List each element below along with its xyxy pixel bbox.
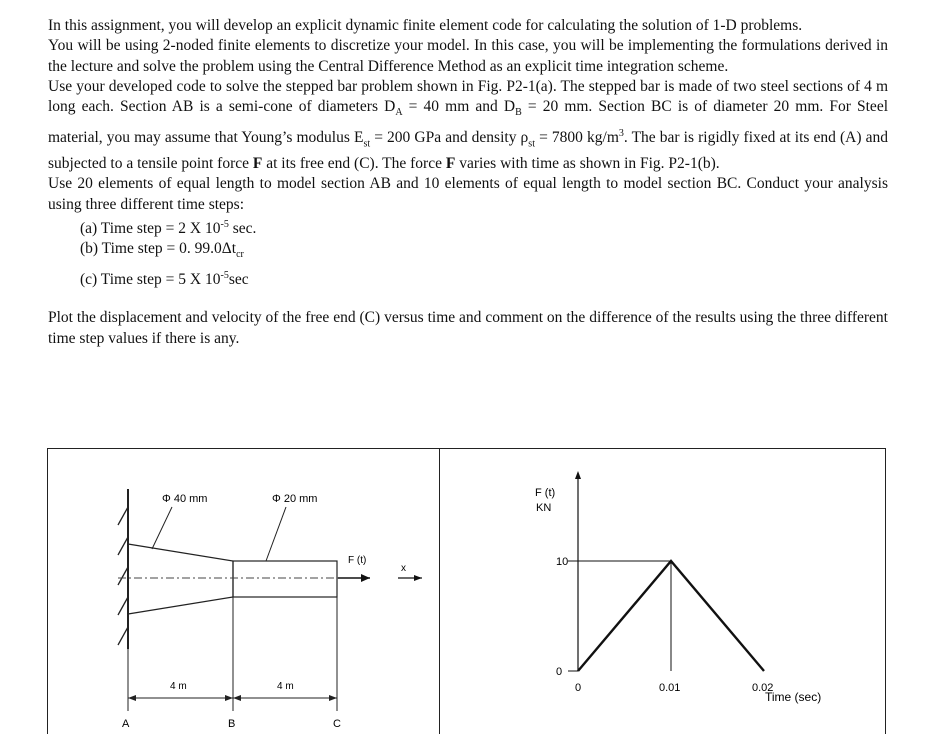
y-tick-label: 10 [556,556,569,568]
paragraph-intro: In this assignment, you will develop an explicit dynamic finite element code for calculating the solution of 1-D problems. [48,17,803,34]
diameter-40-label: Φ 40 mm [162,493,208,505]
x-axis-label: x [401,563,406,574]
y-tick-label: 0 [556,666,563,678]
force-arrow [361,574,370,582]
section-bc [233,561,337,597]
paragraph-elements: You will be using 2-noded finite elements to discretize your model. In this case, you will be implementing the formulations derived in the lecture and solve the problem using the Central Difference Method as an explicit time integration scheme. [48,37,888,75]
x-tick-label: 0.02 [752,682,774,694]
stepped-bar-figure [47,448,440,734]
force-label: F (t) [348,555,367,566]
point-b-label: B [228,718,236,730]
section-ab [128,544,233,614]
force-time-figure [438,448,886,734]
diameter-20-label: Φ 20 mm [272,493,318,505]
paragraph-plot-instructions: Plot the displacement and velocity of the free end (C) versus time and comment on the difference of the results using the three different time step values if there is any. [48,309,888,347]
length-ab-label: 4 m [170,681,187,692]
stepped-bar-drawing [48,449,439,734]
x-tick-label: 0.01 [659,682,681,694]
force-time-chart [438,449,885,734]
point-a-label: A [122,718,130,730]
y-axis-label-line2: KN [536,502,552,514]
time-step-b: (b) Time step = 0. $99.0\Delta t_{cr}$ [80,240,244,261]
paragraph-analysis: Use 20 elements of equal length to model section AB and 10 elements of equal length to model section BC. Conduct your analysis using three different time steps: [48,175,888,213]
y-axis-arrowhead [575,471,581,479]
diameter-40-leader [152,507,172,549]
x-axis-label: Time (sec) [765,690,822,704]
assignment-text [48,16,888,349]
wall-hatching [118,507,128,645]
x-axis-arrow [414,575,422,581]
paragraph-problem: Use your developed code to solve the stepped bar problem shown in Fig. P2-1(a). The stepped bar is made of two steel sections of 4 m long each. Section AB is a semi-cone of diameters $D_A = 40$ mm and $D_B = 20$ mm. Section BC is of diameter 20 mm. For Steel material, you may assume that Young’s modulus $E_{st} = 200$ GPa and density $\rho_{st} = 7800$ $kg/m^3$. The bar is rigidly fixed at its end (A) and subjected to a tensile point force F at its free end (C). The force F varies with time as shown in Fig. P2-1(b). [48,77,889,173]
y-axis-label-line1: F (t) [535,487,556,499]
diameter-20-leader [266,507,286,561]
length-bc-label: 4 m [277,681,294,692]
point-c-label: C [333,718,341,730]
x-tick-label: 0 [575,682,582,694]
time-step-c: (c) Time step = 5 X $10^{-5}\sec$ [80,269,249,289]
time-step-a: (a) Time step = 2 X $10^{-5}$ sec. [80,219,257,238]
